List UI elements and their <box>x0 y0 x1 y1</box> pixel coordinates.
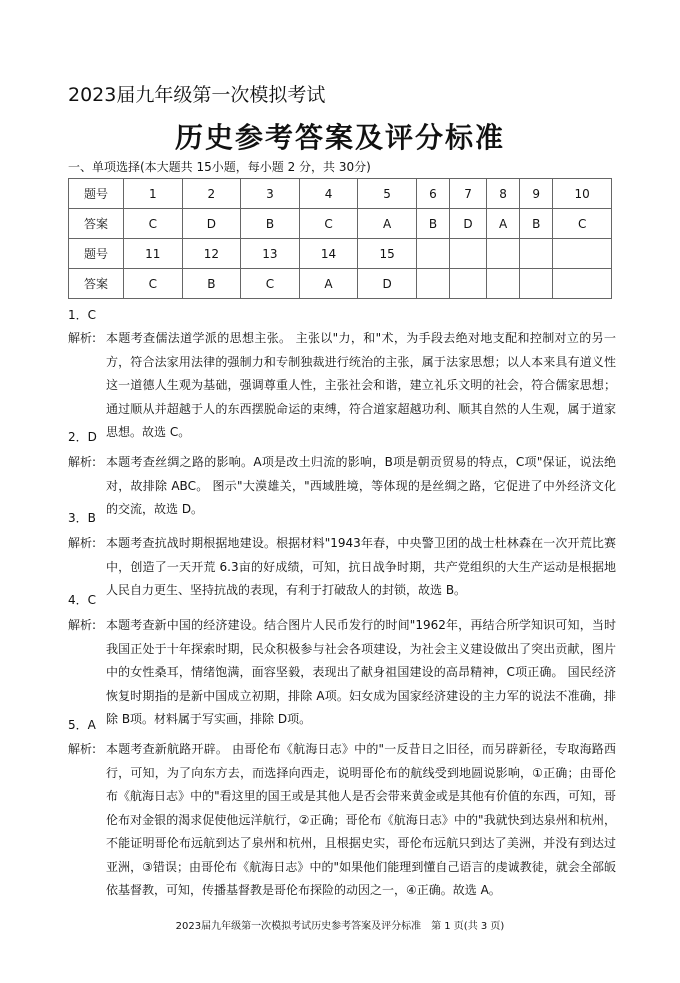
table-cell: C <box>299 209 358 239</box>
table-cell: 2 <box>182 179 241 209</box>
table-cell <box>486 269 519 299</box>
table-cell: 8 <box>486 179 519 209</box>
table-cell: D <box>182 209 241 239</box>
table-row-header: 答案 <box>69 269 124 299</box>
table-cell: A <box>299 269 358 299</box>
table-row-header: 题号 <box>69 179 124 209</box>
table-cell: C <box>241 269 300 299</box>
table-row <box>69 209 612 239</box>
table-cell: C <box>124 269 183 299</box>
table-cell <box>553 269 612 299</box>
table-cell <box>486 239 519 269</box>
table-cell: 5 <box>358 179 417 209</box>
table-cell <box>450 239 487 269</box>
table-cell: 7 <box>450 179 487 209</box>
table-cell: 10 <box>553 179 612 209</box>
table-cell: 1 <box>124 179 183 209</box>
table-cell <box>416 269 449 299</box>
table-cell <box>520 269 553 299</box>
table-cell: 4 <box>299 179 358 209</box>
answer-table <box>68 178 612 299</box>
analysis-text: 本题考查新航路开辟。 由哥伦布《航海日志》中的"一反昔日之旧径，而另辟新径，专取海路西行，可知，为了向东方去，而选择向西走，说明哥伦布的航线受到地圆说影响，①正确；由哥伦布《航海日志》中的"看这里的国王或是其他人是否会带来黄金或是其他有价值的东西，可知，哥伦布对金银的渴求促使他远洋航行，②正确；哥伦布《航海日志》中的"我就快到达泉州和杭州，不能证明哥伦布远航到达了泉州和杭州，且根据史实，哥伦布远航只到达了美洲，并没有到达过亚洲，③错误；由哥伦布《航海日志》中的"如果他们能理到懂自己语言的虔诚教徒，就会全部皈依基督教，可知，传播基督教是哥伦布探险的动因之一，④正确。故选 A。 <box>106 742 616 897</box>
section-heading: 一、单项选择(本大题共 15小题，每小题 2 分，共 30分) <box>68 160 371 174</box>
table-cell: 3 <box>241 179 300 209</box>
table-cell <box>520 239 553 269</box>
table-cell: C <box>124 209 183 239</box>
analysis-label: 解析: <box>68 331 97 345</box>
table-cell: B <box>416 209 449 239</box>
table-row <box>69 269 612 299</box>
table-cell: 6 <box>416 179 449 209</box>
analysis-paragraph <box>68 451 616 522</box>
table-cell: B <box>241 209 300 239</box>
item-number: 2．D <box>68 430 97 444</box>
analysis-text: 本题考查儒法道学派的思想主张。 主张以"力，和"术，为手段去绝对地支配和控制对立的另一方，符合法家用法律的强制力和专制独裁进行统治的主张，属于法家思想；以人本来具有道义性这一道德人生观为基础，强调尊重人性，主张社会和谐，建立礼乐文明的社会，符合儒家思想；通过顺从并超越于人的东西摆脱命运的束缚，符合道家超越功利、顺其自然的人生观，属于道家思想。故选 C。 <box>106 331 616 439</box>
analysis-label: 解析: <box>68 455 97 469</box>
table-cell: 9 <box>520 179 553 209</box>
table-cell: B <box>182 269 241 299</box>
analysis-paragraph <box>68 327 616 445</box>
table-cell: A <box>486 209 519 239</box>
table-cell: 13 <box>241 239 300 269</box>
table-cell <box>416 239 449 269</box>
analysis-paragraph <box>68 614 616 732</box>
table-row <box>69 179 612 209</box>
item-number: 3．B <box>68 511 96 525</box>
analysis-paragraph <box>68 532 616 603</box>
item-number: 4．C <box>68 593 97 607</box>
table-row <box>69 239 612 269</box>
table-cell: 12 <box>182 239 241 269</box>
item-number: 5．A <box>68 718 96 732</box>
table-cell: 14 <box>299 239 358 269</box>
table-cell: C <box>553 209 612 239</box>
page-title: 历史参考答案及评分标准 <box>174 121 505 154</box>
table-cell <box>553 239 612 269</box>
analysis-label: 解析: <box>68 742 97 756</box>
table-row-header: 题号 <box>69 239 124 269</box>
table-cell: 15 <box>358 239 417 269</box>
table-cell: A <box>358 209 417 239</box>
analysis-label: 解析: <box>68 618 97 632</box>
analysis-label: 解析: <box>68 536 97 550</box>
table-cell: 11 <box>124 239 183 269</box>
analysis-text: 本题考查丝绸之路的影响。A项是改土归流的影响，B项是朝贡贸易的特点，C项"保证，说法绝对，故排除 ABC。 图示"大漠雄关，"西域胜境，等体现的是丝绸之路，它促进了中外经济文化的交流，故选 D。 <box>106 455 616 516</box>
exam-title: 2023届九年级第一次模拟考试 <box>68 84 326 106</box>
table-cell: B <box>520 209 553 239</box>
analysis-text: 本题考查新中国的经济建设。结合图片人民币发行的时间"1962年，再结合所学知识可知，当时我国正处于十年探索时期，民众积极参与社会各项建设，为社会主义建设做出了突出贡献，图片中的女性桑耳，情绪饱满，面容坚毅，表现出了献身祖国建设的高昂精神，C项正确。 国民经济恢复时期指的是新中国成立初期，排除 A项。妇女成为国家经济建设的主力军的说法不准确，排除 B项。材料属于写实画，排除 D项。 <box>106 618 616 726</box>
table-cell: D <box>358 269 417 299</box>
analysis-paragraph <box>68 738 616 903</box>
table-cell: D <box>450 209 487 239</box>
table-cell <box>450 269 487 299</box>
analysis-text: 本题考查抗战时期根据地建设。根据材料"1943年春，中央警卫团的战士杜林森在一次开荒比赛中，创造了一天开荒 6.3亩的好成绩，可知，抗日战争时期，共产党组织的大生产运动是根据地人民自力更生、坚持抗战的表现，有利于打破敌人的封锁，故选 B。 <box>106 536 616 597</box>
page-footer: 2023届九年级第一次模拟考试历史参考答案及评分标准 第 1 页(共 3 页) <box>175 921 505 932</box>
table-row-header: 答案 <box>69 209 124 239</box>
item-number: 1．C <box>68 308 97 322</box>
